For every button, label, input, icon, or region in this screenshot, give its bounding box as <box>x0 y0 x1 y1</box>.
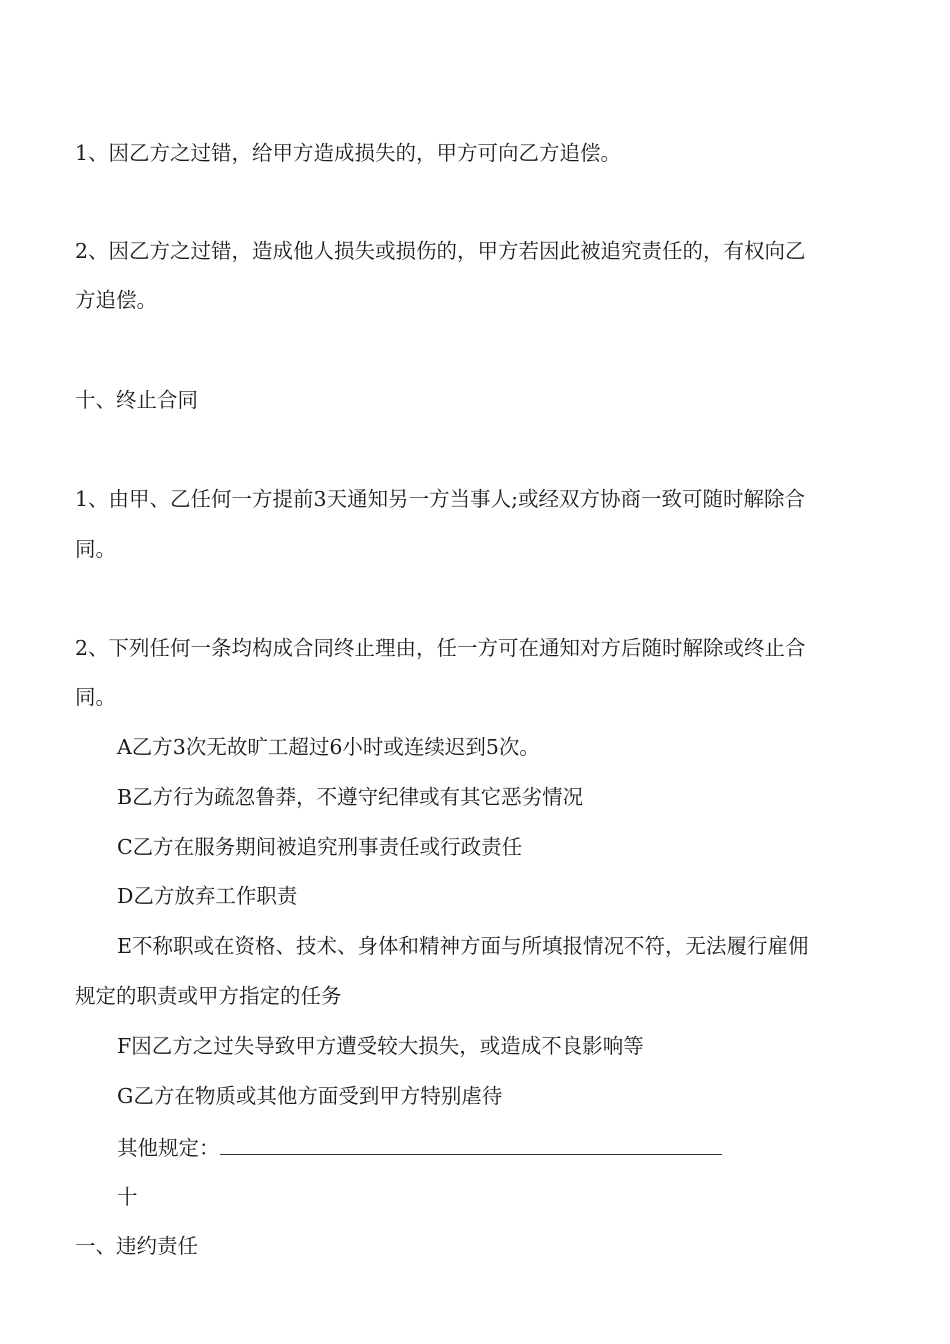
clause-10-item-1-line-2: 同。 <box>75 537 116 561</box>
clause-10-item-2-line-1: 2、下列任何一条均构成合同终止理由，任一方可在通知对方后随时解除或终止合 <box>75 636 806 660</box>
reason-f: F因乙方之过失导致甲方遭受较大损失，或造成不良影响等 <box>117 1034 644 1058</box>
clause-10-item-1-line-1: 1、由甲、乙任何一方提前3天通知另一方当事人;或经双方协商一致可随时解除合 <box>75 487 805 511</box>
clause-11-heading-part-1: 十 <box>117 1185 138 1209</box>
clause-9-item-2-line-1: 2、因乙方之过错，造成他人损失或损伤的，甲方若因此被追究责任的，有权向乙 <box>75 239 806 263</box>
reason-d: D乙方放弃工作职责 <box>117 884 298 908</box>
clause-11-heading-part-2: 一、违约责任 <box>75 1234 198 1258</box>
other-rules-label: 其他规定： <box>117 1136 220 1160</box>
reason-g: G乙方在物质或其他方面受到甲方特别虐待 <box>117 1084 503 1108</box>
clause-10-item-2-line-2: 同。 <box>75 685 116 709</box>
reason-a: A乙方3次无故旷工超过6小时或连续迟到5次。 <box>117 735 540 759</box>
reason-e-line-1: E不称职或在资格、技术、身体和精神方面与所填报情况不符，无法履行雇佣 <box>117 934 809 958</box>
clause-9-item-1: 1、因乙方之过错，给甲方造成损失的，甲方可向乙方追偿。 <box>75 141 622 165</box>
reason-b: B乙方行为疏忽鲁莽，不遵守纪律或有其它恶劣情况 <box>117 785 584 809</box>
reason-e-line-2: 规定的职责或甲方指定的任务 <box>75 984 342 1008</box>
other-rules-blank-line[interactable] <box>220 1136 722 1155</box>
clause-10-heading: 十、终止合同 <box>75 388 198 412</box>
clause-9-item-2-line-2: 方追偿。 <box>75 288 157 312</box>
other-rules <box>117 1136 722 1159</box>
reason-c: C乙方在服务期间被追究刑事责任或行政责任 <box>117 835 523 859</box>
